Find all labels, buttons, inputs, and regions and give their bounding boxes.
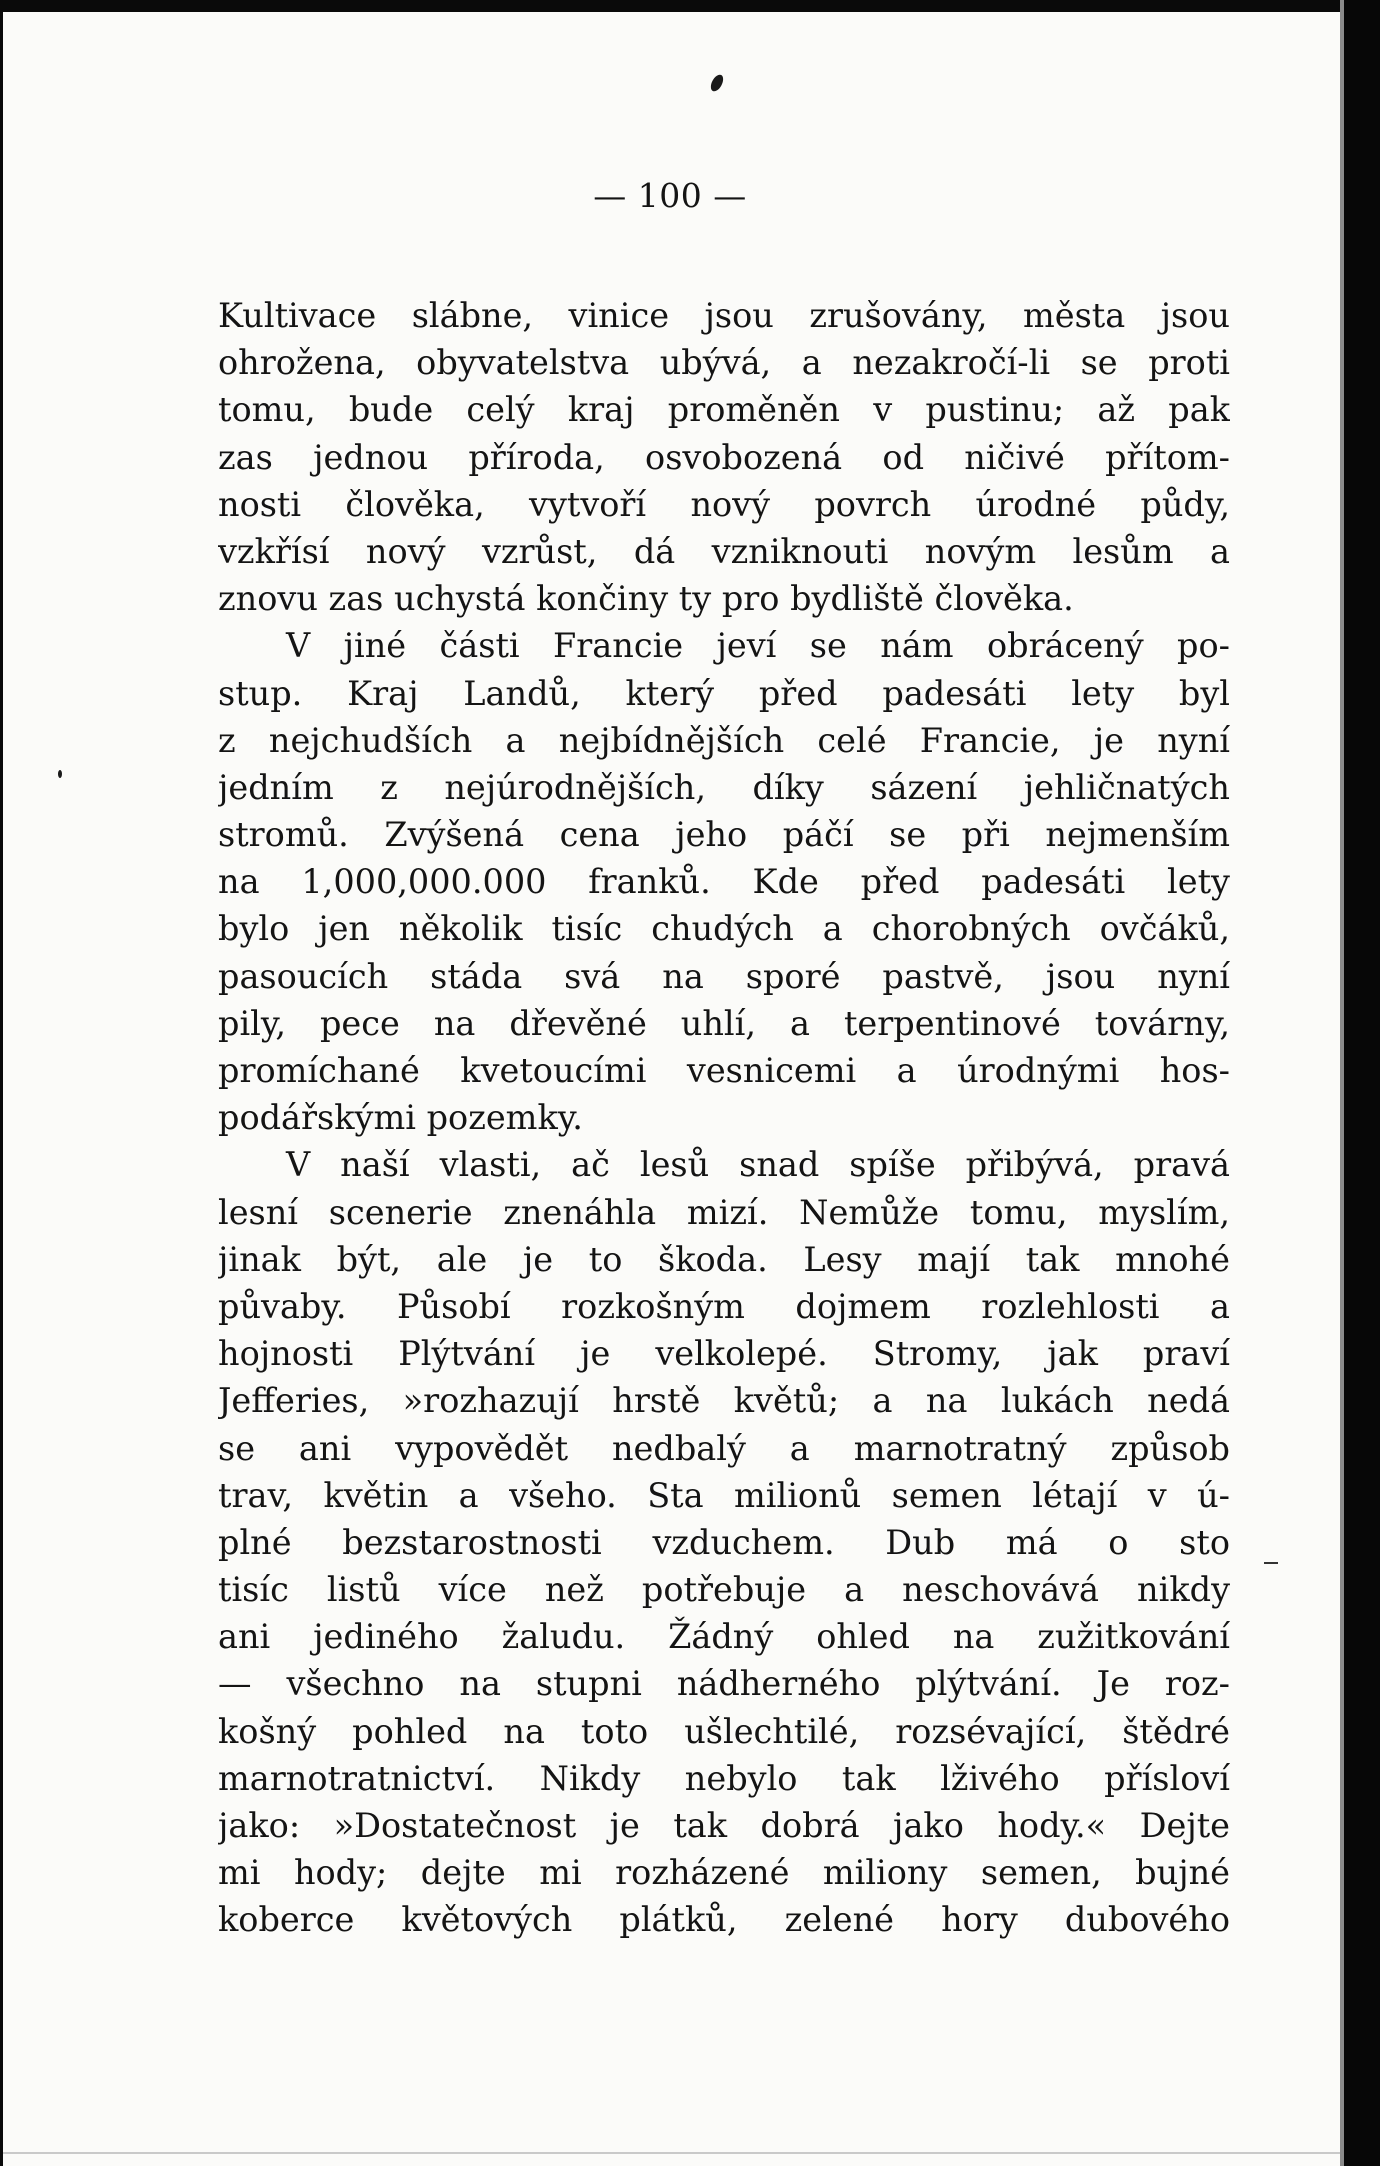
text-line: promíchané kvetoucími vesnicemi a úrodnými hos- [218,1051,1230,1090]
text-line: na 1,000,000.000 franků. Kde před padesáti lety [218,862,1230,902]
text-line: košný pohled na toto ušlechtilé, rozsévající, štědré [218,1711,1230,1751]
text-line: stup. Kraj Landů, který před padesáti lety byl [218,673,1230,713]
text-line: V jiné části Francie jeví se nám obrácený po- [286,626,1230,666]
text-line: Jefferies, »rozhazují hrstě květů; a na lukách nedá [218,1381,1230,1421]
text-line: marnotratnictví. Nikdy nebylo tak lživého přísloví [218,1758,1230,1798]
text-line: bylo jen několik tisíc chudých a chorobných ovčáků, [218,909,1230,949]
text-line: tisíc listů více než potřebuje a neschovává nikdy [218,1570,1230,1610]
text-line: hojnosti Plýtvání je velkolepé. Stromy, jak praví [218,1334,1230,1374]
text-line: se ani vypovědět nedbalý a marnotratný způsob [218,1428,1230,1468]
text-line: jinak být, ale je to škoda. Lesy mají tak mnohé [218,1239,1230,1279]
text-line: tomu, bude celý kraj proměněn v pustinu; až pak [218,390,1230,430]
text-line: pasoucích stáda svá na sporé pastvě, jsou nyní [218,956,1230,996]
text-line: pily, pece na dřevěné uhlí, a terpentinové továrny, [218,1003,1230,1043]
text-line: Kultivace slábne, vinice jsou zrušovány, města jsou [218,296,1230,335]
text-line: stromů. Zvýšená cena jeho páčí se při nejmenším [218,815,1230,855]
text-line: — všechno na stupni nádherného plýtvání. Je roz- [218,1664,1230,1704]
text-line: půvaby. Působí rozkošným dojmem rozlehlosti a [218,1286,1230,1326]
text-line: V naší vlasti, ač lesů snad spíše přibývá, pravá [286,1145,1230,1185]
text-line: ohrožena, obyvatelstva ubývá, a nezakročí-li se proti [218,343,1230,383]
text-line: podářskými pozemky. [218,1098,583,1138]
text-line: zas jednou příroda, osvobozená od ničivé přítom- [218,437,1230,477]
text-line: lesní scenerie znenáhla mizí. Nemůže tomu, myslím, [218,1192,1230,1232]
text-line: nosti člověka, vytvoří nový povrch úrodné půdy, [218,484,1230,524]
scan-border-right [1344,0,1380,2166]
text-line: koberce květových plátků, zelené hory dubového [218,1900,1230,1940]
margin-mark [1264,1562,1278,1564]
text-line: vzkřísí nový vzrůst, dá vzniknouti novým lesům a [218,531,1230,571]
ink-speck [58,770,62,778]
text-line: jako: »Dostatečnost je tak dobrá jako hody.« Dejte [218,1806,1230,1845]
text-line: plné bezstarostnosti vzduchem. Dub má o sto [218,1522,1230,1562]
text-line: trav, květin a všeho. Sta milionů semen létají v ú- [218,1475,1230,1515]
body-text [218,292,1230,1944]
text-line: znovu zas uchystá končiny ty pro bydliště člověka. [218,579,1074,619]
page-number: — 100 — [593,176,747,215]
text-line: z nejchudších a nejbídnějších celé Francie, je nyní [218,720,1230,760]
text-line: mi hody; dejte mi rozházené miliony semen, bujné [218,1853,1230,1893]
scan-bottom-edge [3,2152,1340,2154]
text-line: ani jediného žaludu. Žádný ohled na zužitkování [218,1617,1230,1657]
text-line: jedním z nejúrodnějších, díky sázení jehličnatých [218,767,1230,807]
